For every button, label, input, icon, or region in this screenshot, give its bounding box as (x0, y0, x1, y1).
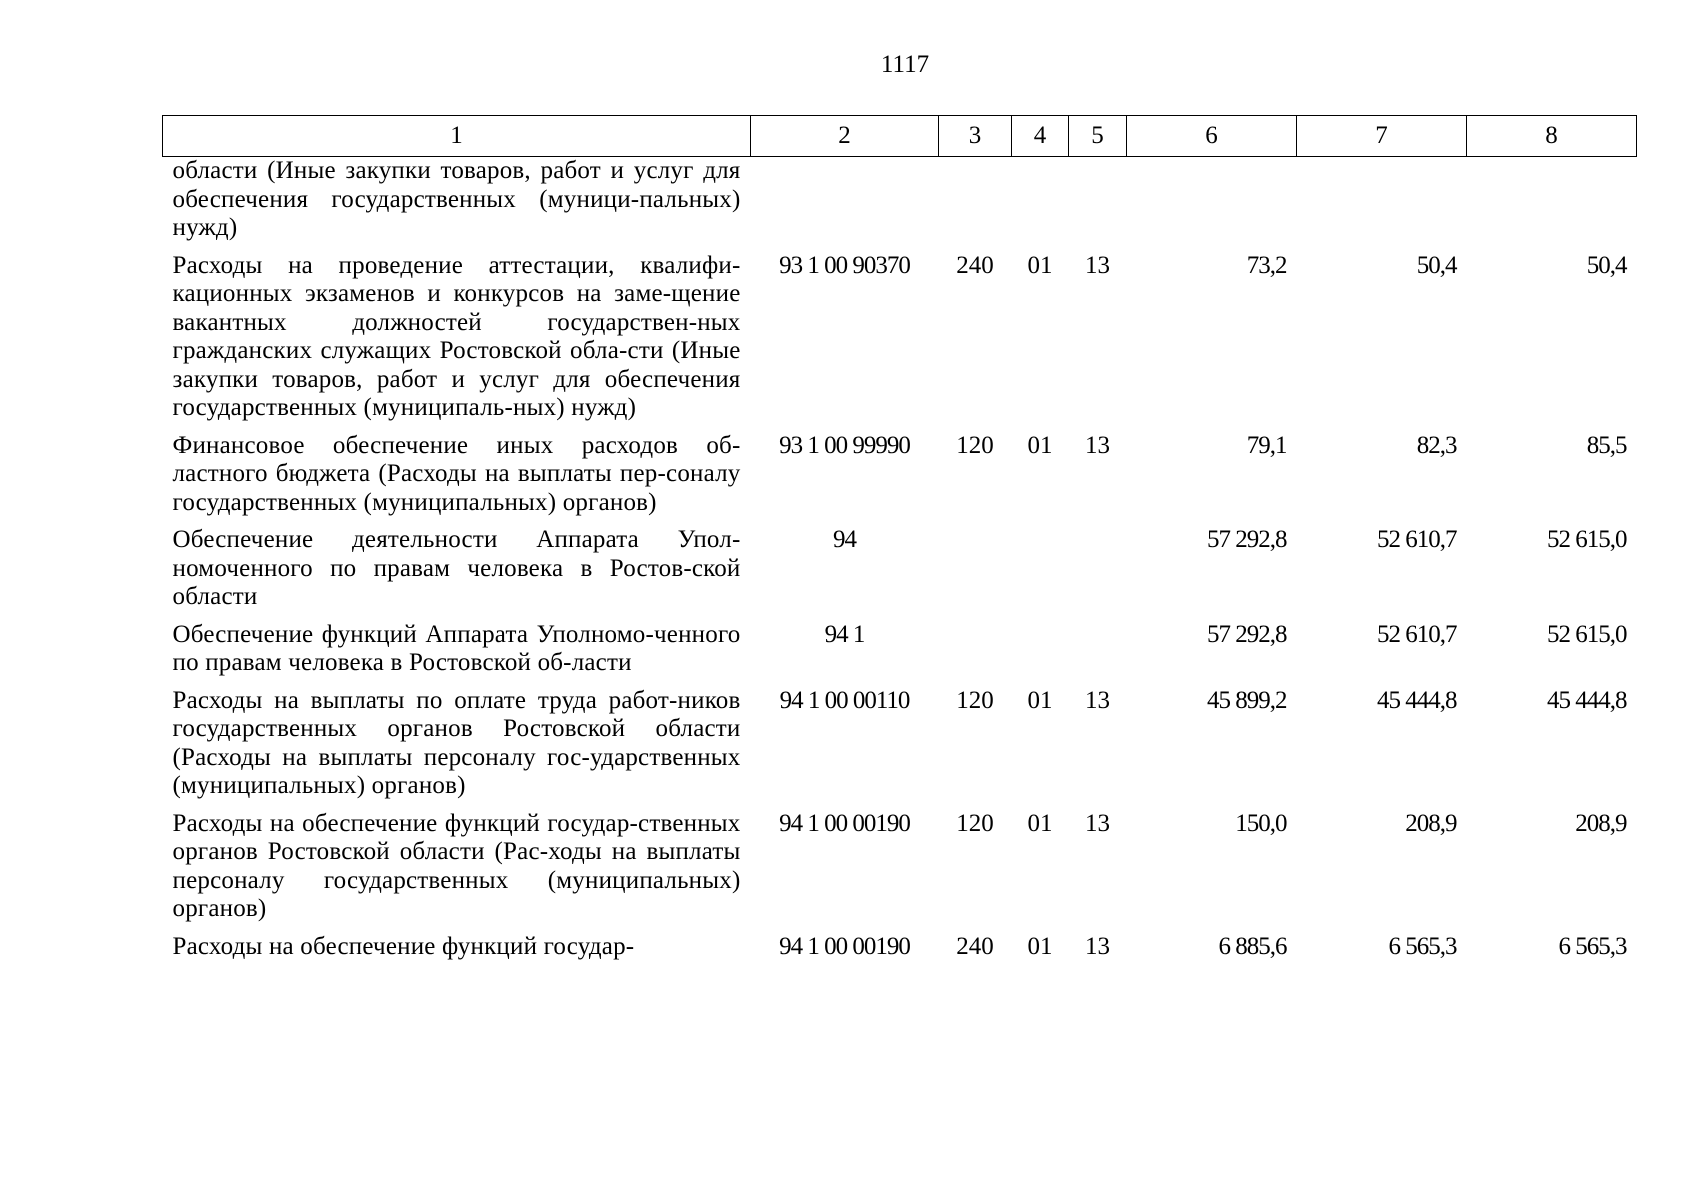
row-amount-3: 208,9 (1575, 809, 1627, 837)
row-target-code: 94 (833, 526, 856, 553)
row-expense-type: 120 (956, 809, 994, 837)
row-target-code (751, 157, 939, 252)
row-amount-3: 50,4 (1586, 251, 1627, 279)
row-amount-3: 45 444,8 (1547, 686, 1627, 714)
row-target-code: 93 1 00 90370 (779, 251, 910, 279)
row-expense-type (939, 526, 1012, 621)
row-amount-3: 85,5 (1586, 431, 1627, 459)
row-amount-1 (1127, 157, 1297, 252)
row-subsection: 13 (1085, 686, 1110, 714)
row-amount-3: 6 565,3 (1558, 932, 1627, 960)
row-expense-type: 120 (956, 431, 994, 459)
row-amount-2: 50,4 (1416, 251, 1457, 279)
table-header (163, 116, 1637, 157)
page-number: 1117 (880, 51, 930, 78)
row-target-code: 94 1 00 00190 (779, 809, 910, 837)
row-amount-2: 45 444,8 (1377, 686, 1457, 714)
row-amount-1: 79,1 (1246, 431, 1287, 459)
row-description: Расходы на обеспечение функций государ- (172, 932, 635, 960)
column-header-6: 6 (1127, 116, 1297, 157)
row-amount-2: 52 610,7 (1377, 620, 1457, 648)
row-expense-type (939, 621, 1012, 687)
row-amount-1: 57 292,8 (1207, 526, 1287, 553)
row-amount-2: 52 610,7 (1377, 526, 1457, 553)
row-description: Обеспечение функций Аппарата Уполномо-ченного по правам человека в Ростовской об-ласти (172, 620, 741, 676)
row-amount-2: 6 565,3 (1388, 932, 1457, 960)
table-row (163, 432, 1637, 527)
row-expense-type: 240 (956, 251, 994, 279)
row-amount-1: 150,0 (1235, 809, 1287, 837)
row-section (1012, 621, 1069, 687)
column-header-4: 4 (1012, 116, 1069, 157)
row-section: 01 (1027, 251, 1053, 279)
row-section: 01 (1027, 431, 1053, 459)
column-header-1: 1 (163, 116, 751, 157)
row-description: области (Иные закупки товаров, работ и услуг для обеспечения государственных (муници-пальных) нужд) (172, 157, 741, 241)
row-subsection: 13 (1085, 251, 1110, 279)
row-subsection: 13 (1085, 932, 1110, 960)
column-header-3: 3 (939, 116, 1012, 157)
column-header-8: 8 (1467, 116, 1637, 157)
row-amount-1: 73,2 (1246, 251, 1287, 279)
row-amount-3: 52 615,0 (1547, 620, 1627, 648)
row-amount-1: 57 292,8 (1207, 620, 1287, 648)
table-row (163, 810, 1637, 933)
row-expense-type: 120 (956, 686, 994, 714)
row-section (1012, 157, 1069, 252)
column-header-7: 7 (1297, 116, 1467, 157)
row-amount-2 (1297, 157, 1467, 252)
column-header-2: 2 (751, 116, 939, 157)
row-amount-3: 52 615,0 (1547, 526, 1627, 553)
row-subsection: 13 (1085, 431, 1110, 459)
table-row (163, 157, 1637, 252)
row-expense-type: 240 (956, 932, 994, 960)
row-amount-2: 82,3 (1416, 431, 1457, 459)
row-target-code: 93 1 00 99990 (779, 431, 910, 459)
row-target-code: 94 1 00 00190 (779, 932, 910, 960)
row-description: Расходы на обеспечение функций государ-ственных органов Ростовской области (Рас-ходы на выплаты персоналу государственных (муниципальных) органов) (172, 809, 741, 922)
table-row (163, 526, 1637, 621)
table-row (163, 621, 1637, 687)
row-amount-1: 6 885,6 (1218, 932, 1287, 960)
row-subsection (1069, 526, 1127, 621)
row-target-code: 94 1 00 00110 (779, 686, 910, 714)
table-row (163, 687, 1637, 810)
row-subsection (1069, 621, 1127, 687)
row-description: Расходы на выплаты по оплате труда работ-ников государственных органов Ростовской области (Расходы на выплаты персоналу гос-ударственных (муниципальных) органов) (172, 686, 741, 799)
row-amount-2: 208,9 (1405, 809, 1457, 837)
row-subsection: 13 (1085, 809, 1110, 837)
row-section: 01 (1027, 686, 1053, 714)
row-expense-type (939, 157, 1012, 252)
row-description: Расходы на проведение аттестации, квалифи-кационных экзаменов и конкурсов на заме-щение вакантных должностей государствен-ных гражданских служащих Ростовской обла-сти (Иные закупки товаров, работ и услуг для обеспечения государственных (муниципаль-ных) нужд) (172, 251, 741, 421)
row-section (1012, 526, 1069, 621)
row-description: Финансовое обеспечение иных расходов об-ластного бюджета (Расходы на выплаты пер-соналу государственных (муниципальных) органов) (172, 431, 741, 516)
row-amount-3 (1467, 157, 1637, 252)
row-amount-1: 45 899,2 (1207, 686, 1287, 714)
row-section: 01 (1027, 809, 1053, 837)
column-header-5: 5 (1069, 116, 1127, 157)
row-section: 01 (1027, 932, 1053, 960)
header-row (163, 116, 1637, 157)
row-target-code: 94 1 (824, 620, 865, 648)
table-row (163, 933, 1637, 971)
row-subsection (1069, 157, 1127, 252)
table-body (163, 157, 1637, 971)
table-row (163, 252, 1637, 432)
row-description: Обеспечение деятельности Аппарата Упол-номоченного по правам человека в Ростов-ской области (172, 526, 741, 610)
budget-table (162, 115, 1637, 970)
